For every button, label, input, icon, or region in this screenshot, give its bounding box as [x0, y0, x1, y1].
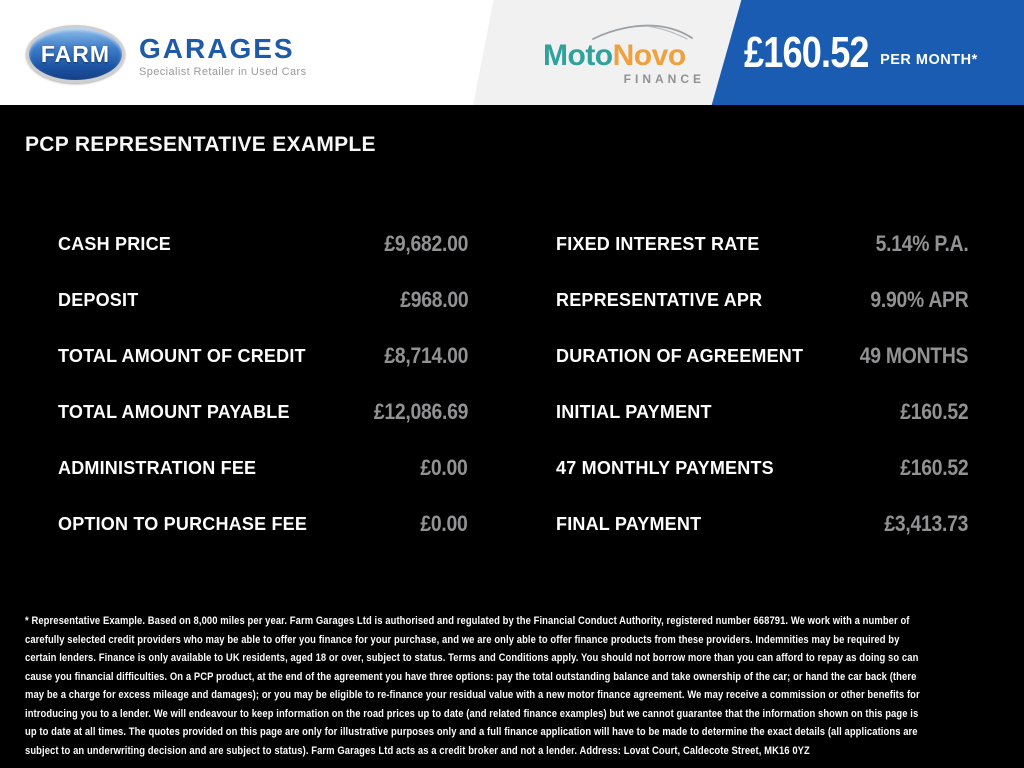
table-row [556, 272, 968, 328]
table-row [556, 440, 968, 496]
row-value: £3,413.73 [884, 511, 968, 536]
row-label: REPRESENTATIVE APR [556, 289, 763, 310]
row-value: £160.52 [899, 399, 968, 424]
row-value: £0.00 [420, 455, 468, 480]
row-value: £968.00 [399, 287, 468, 312]
row-value: £8,714.00 [384, 343, 468, 368]
monthly-price-suffix: PER MONTH* [880, 51, 978, 68]
table-row [58, 216, 468, 272]
farm-oval-badge [26, 25, 125, 83]
row-label: TOTAL AMOUNT PAYABLE [58, 401, 290, 422]
row-value: £9,682.00 [384, 231, 468, 256]
row-label: FINAL PAYMENT [556, 513, 702, 534]
farm-garages-name: GARAGES [139, 32, 295, 64]
table-row [556, 496, 968, 552]
row-label: FIXED INTEREST RATE [556, 233, 760, 254]
header [0, 0, 1024, 105]
table-row [58, 328, 468, 384]
row-label: TOTAL AMOUNT OF CREDIT [58, 345, 306, 366]
motonovo-finance-logo [543, 22, 705, 86]
farm-garages-tagline: Specialist Retailer in Used Cars [139, 65, 307, 78]
finance-table-left-column [58, 216, 468, 552]
row-label: 47 MONTHLY PAYMENTS [556, 457, 774, 478]
monthly-price-amount: £160.52 [744, 27, 869, 77]
farm-wordmark [139, 31, 306, 78]
row-label: DEPOSIT [58, 289, 139, 310]
row-label: DURATION OF AGREEMENT [556, 345, 804, 366]
row-value: £12,086.69 [373, 399, 468, 424]
representative-example-disclaimer: * Representative Example. Based on 8,000 miles per year. Farm Garages Ltd is authorised and regulated by the Financial Conduct Authority, registered number 668791. We work with a number of carefully selected credit providers who may be able to offer you finance for your purchase, and we are only able to offer finance products from these providers. Indemnities may be required by certain lenders. Finance is only available to UK residents, aged 18 or over, subject to status. Terms and Conditions apply. You should not borrow more than you can afford to repay as doing so can cause you financial difficulties. On a PCP product, at the end of the agreement you have three options: pay the total outstanding balance and take ownership of the car; or hand the car back (there may be a charge for excess mileage and damages); or you may be eligible to re-finance your residual value with a new motor finance agreement. We may receive a commission or other benefits for introducing you to a lender. We will endeavour to keep information on the road prices up to date (and related finance examples) but we cannot guarantee that the information shown on this page is up to date at all times. The quotes provided on this page are only for illustrative purposes only and a full finance application will have to be made to determine the exact details (all applications are subject to an underwriting decision and are subject to status). Farm Garages Ltd acts as a credit broker and not a lender. Address: Lovat Court, Caldecote Street, MK16 0YZ [25, 615, 920, 757]
finance-table-right-column [556, 216, 968, 552]
motonovo-wordmark [543, 39, 695, 72]
motonovo-moto-text: Moto [543, 39, 613, 72]
table-row [58, 440, 468, 496]
row-value: 49 MONTHS [859, 343, 968, 368]
row-label: CASH PRICE [58, 233, 172, 254]
table-row [58, 272, 468, 328]
monthly-price-banner [744, 0, 978, 105]
table-row [556, 216, 968, 272]
table-row [58, 496, 468, 552]
row-label: OPTION TO PURCHASE FEE [58, 513, 308, 534]
motonovo-finance-text: FINANCE [623, 72, 705, 86]
table-row [58, 384, 468, 440]
farm-oval-text: FARM [40, 40, 111, 67]
page-title: PCP REPRESENTATIVE EXAMPLE [25, 133, 376, 156]
table-row [556, 384, 968, 440]
motonovo-novo-text: Novo [612, 39, 686, 72]
table-row [556, 328, 968, 384]
row-value: £0.00 [420, 511, 468, 536]
farm-garages-logo [26, 25, 306, 83]
row-value: £160.52 [899, 455, 968, 480]
row-value: 5.14% P.A. [875, 231, 968, 256]
row-label: INITIAL PAYMENT [556, 401, 712, 422]
row-value: 9.90% APR [869, 287, 968, 312]
row-label: ADMINISTRATION FEE [58, 457, 257, 478]
